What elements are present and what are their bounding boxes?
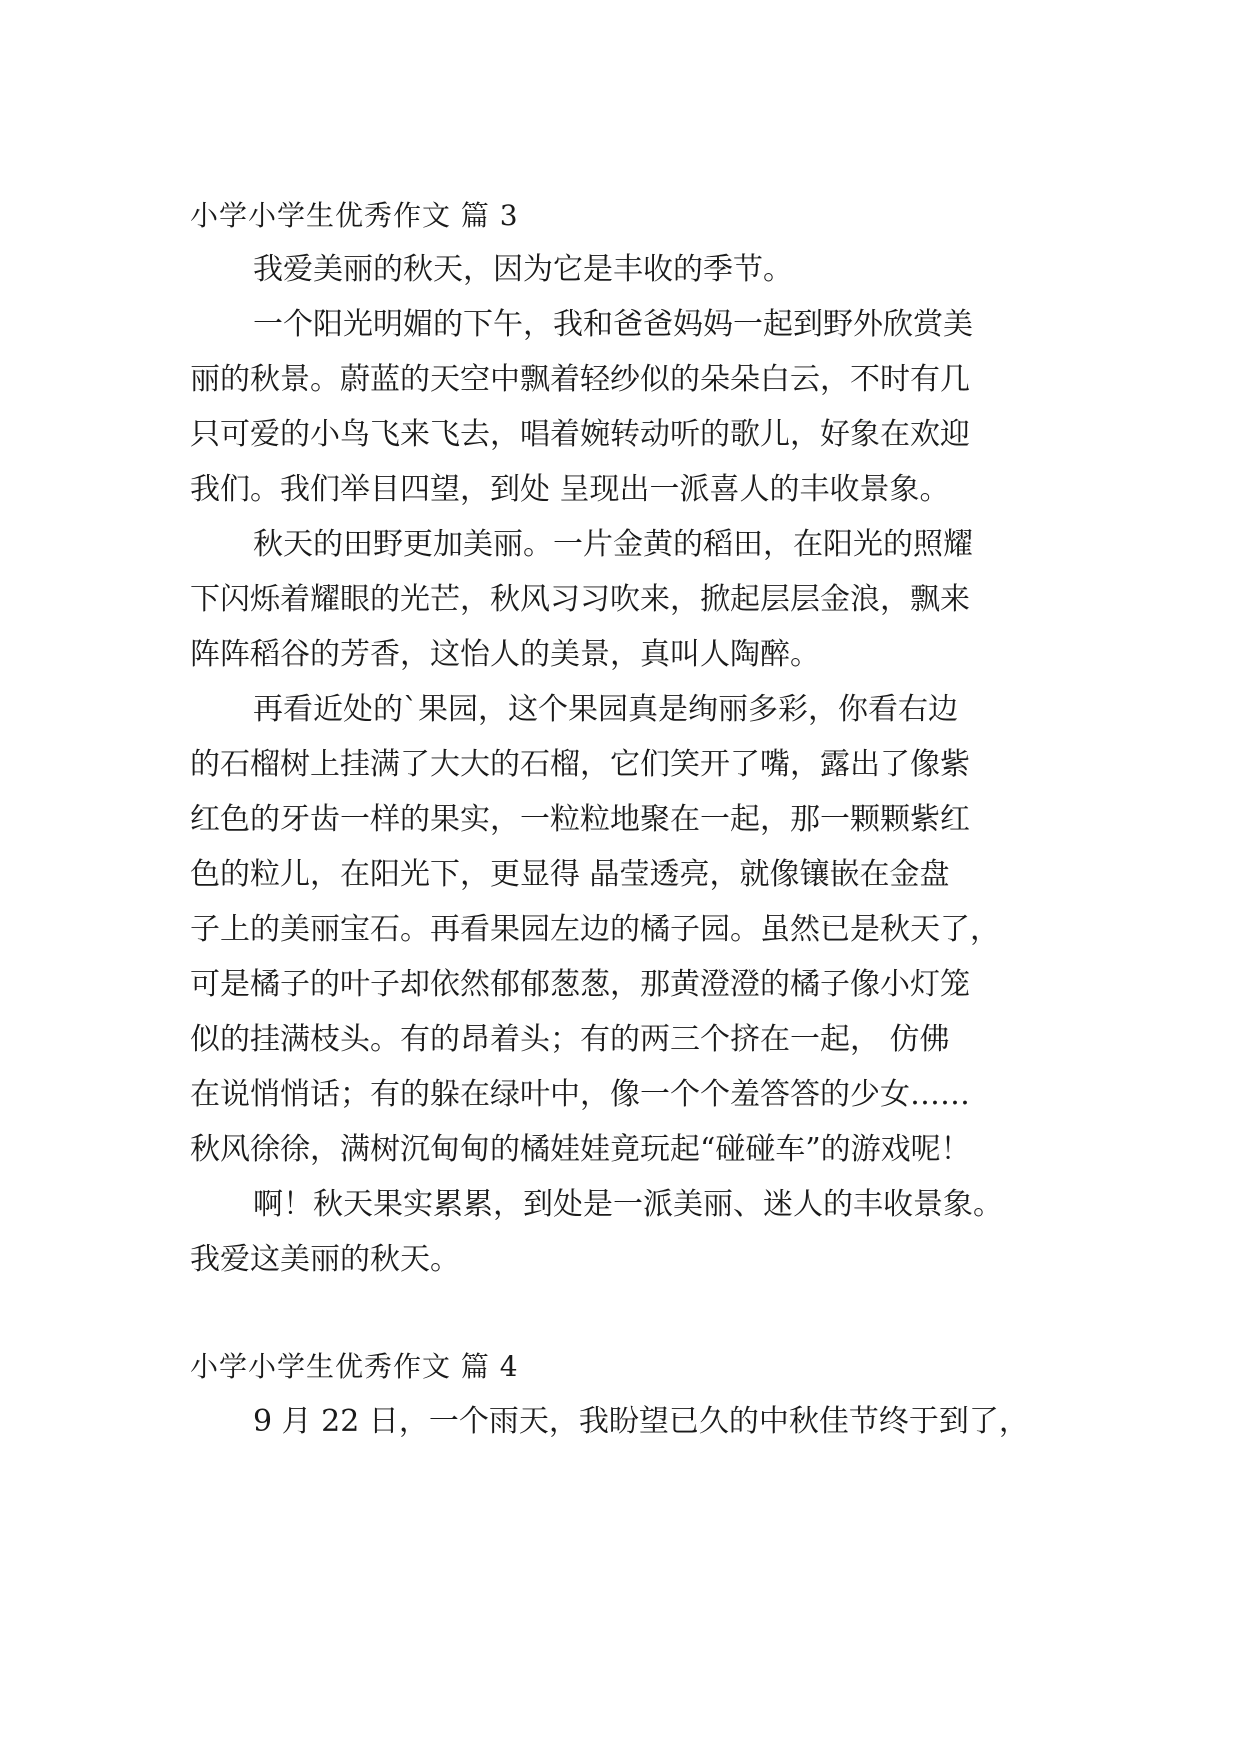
paragraph-line: 我们。我们举目四望，到处 呈现出一派喜人的丰收景象。 (190, 472, 950, 507)
paragraph-line: 只可爱的小鸟飞来飞去，唱着婉转动听的歌儿，好象在欢迎 (190, 417, 970, 452)
section-heading-3: 小学小学生优秀作文 篇 3 (190, 199, 519, 232)
paragraph-line: 红色的牙齿一样的果实，一粒粒地聚在一起，那一颗颗紫红 (190, 802, 970, 837)
paragraph-line: 可是橘子的叶子却依然郁郁葱葱，那黄澄澄的橘子像小灯笼 (190, 967, 970, 1002)
paragraph-line: 9 月 22 日，一个雨天，我盼望已久的中秋佳节终于到了， (253, 1404, 1029, 1439)
paragraph-line: 阵阵稻谷的芳香，这怡人的美景，真叫人陶醉。 (190, 637, 820, 672)
paragraph-line: 子上的美丽宝石。再看果园左边的橘子园。虽然已是秋天了， (190, 912, 1000, 947)
paragraph-line: 我爱这美丽的秋天。 (190, 1242, 460, 1277)
paragraph-line: 我爱美丽的秋天，因为它是丰收的季节。 (253, 252, 793, 287)
section-heading-4: 小学小学生优秀作文 篇 4 (190, 1350, 519, 1383)
paragraph-line: 下闪烁着耀眼的光芒，秋风习习吹来，掀起层层金浪，飘来 (190, 582, 970, 617)
paragraph-line: 丽的秋景。蔚蓝的天空中飘着轻纱似的朵朵白云，不时有几 (190, 362, 970, 397)
paragraph-line: 色的粒儿，在阳光下，更显得 晶莹透亮，就像镶嵌在金盘 (190, 857, 950, 892)
paragraph-line: 啊！秋天果实累累，到处是一派美丽、迷人的丰收景象。 (253, 1187, 1003, 1222)
paragraph-line: 在说悄悄话；有的躲在绿叶中，像一个个羞答答的少女…… (190, 1077, 970, 1112)
paragraph-line: 的石榴树上挂满了大大的石榴，它们笑开了嘴，露出了像紫 (190, 747, 970, 782)
paragraph-line: 似的挂满枝头。有的昂着头；有的两三个挤在一起， 仿佛 (190, 1022, 950, 1057)
paragraph-line: 一个阳光明媚的下午，我和爸爸妈妈一起到野外欣赏美 (253, 307, 973, 342)
paragraph-line: 秋天的田野更加美丽。一片金黄的稻田，在阳光的照耀 (253, 527, 973, 562)
paragraph-line: 再看近处的`果园，这个果园真是绚丽多彩，你看右边 (253, 692, 958, 727)
paragraph-line: 秋风徐徐，满树沉甸甸的橘娃娃竟玩起“碰碰车”的游戏呢！ (190, 1132, 971, 1167)
